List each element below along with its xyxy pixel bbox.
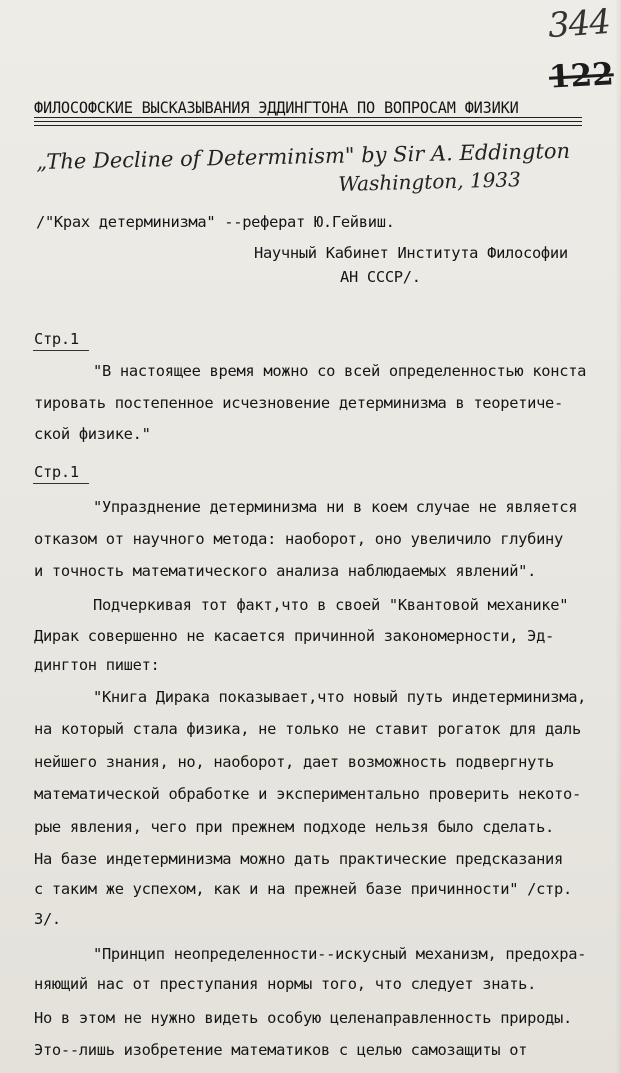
text-line: и точность математического анализа наблюдаемых явлений". <box>34 562 537 580</box>
handwritten-source: „The Decline of Determinism" by Sir A. Eddington <box>36 138 571 174</box>
text-line: Но в этом не нужно видеть особую целенаправленность природы. <box>34 1009 572 1027</box>
title-rule-3 <box>34 125 582 126</box>
reference-underline <box>33 483 89 484</box>
archive-number-bottom: 122 <box>548 56 615 96</box>
text-line: нейшего знания, но, наоборот, дает возможность подвергнуть <box>34 753 555 771</box>
text-line: с таким же успехом, как и на прежней базе причинности" /стр. <box>34 880 572 898</box>
text-line: "В настоящее время можно со всей определенностью конста <box>93 362 587 380</box>
subtitle-line-3: АН СССР/. <box>340 268 421 286</box>
page-reference: Стр.1 <box>34 463 79 481</box>
text-line: "Книга Дирака показывает,что новый путь индетерминизма, <box>93 688 587 706</box>
text-line: математической обработке и экспериментально проверить некото- <box>34 785 581 803</box>
text-line: на который стала физика, не только не ставит рогаток для даль <box>34 720 581 738</box>
text-line: рые явления, чего при прежнем подходе нельзя было сделать. <box>34 818 555 836</box>
page-edge-shadow <box>615 0 621 1073</box>
text-line: "Упразднение детерминизма ни в коем случае не является <box>93 498 578 516</box>
text-line: няющий нас от преступания нормы того, что следует знать. <box>34 975 537 993</box>
handwritten-place-year: Washington, 1933 <box>338 167 522 196</box>
text-line: Дирак совершенно не касается причинной закономерности, Эд- <box>34 627 555 645</box>
text-line: "Принцип неопределенности--искусный механизм, предохра- <box>93 945 587 963</box>
text-line: отказом от научного метода: наоборот, оно увеличило глубину <box>34 530 563 548</box>
page-title: ФИЛОСОФСКИЕ ВЫСКАЗЫВАНИЯ ЭДДИНГТОНА ПО ВОПРОСАМ ФИЗИКИ <box>34 98 519 117</box>
reference-underline <box>33 350 89 351</box>
subtitle-line-2: Научный Кабинет Института Философии <box>254 244 568 262</box>
text-line: дингтон пишет: <box>34 656 160 674</box>
text-line: Подчеркивая тот факт,что в своей "Квантовой механике" <box>93 596 569 614</box>
text-line: тировать постепенное исчезновение детерминизма в теоретиче- <box>34 394 563 412</box>
title-rule-2 <box>34 121 582 122</box>
subtitle-line-1: /"Крах детерминизма" --реферат Ю.Гейвиш. <box>36 213 395 231</box>
archive-number-top: 344 <box>546 1 612 47</box>
page-reference: Стр.1 <box>34 330 79 348</box>
text-line: ской физике." <box>34 425 151 443</box>
text-line: Это--лишь изобретение математиков с целью самозащиты от <box>34 1041 528 1059</box>
title-rule-1 <box>34 117 582 118</box>
text-line: На базе индетерминизма можно дать практические предсказания <box>34 850 563 868</box>
text-line: 3/. <box>34 910 61 928</box>
